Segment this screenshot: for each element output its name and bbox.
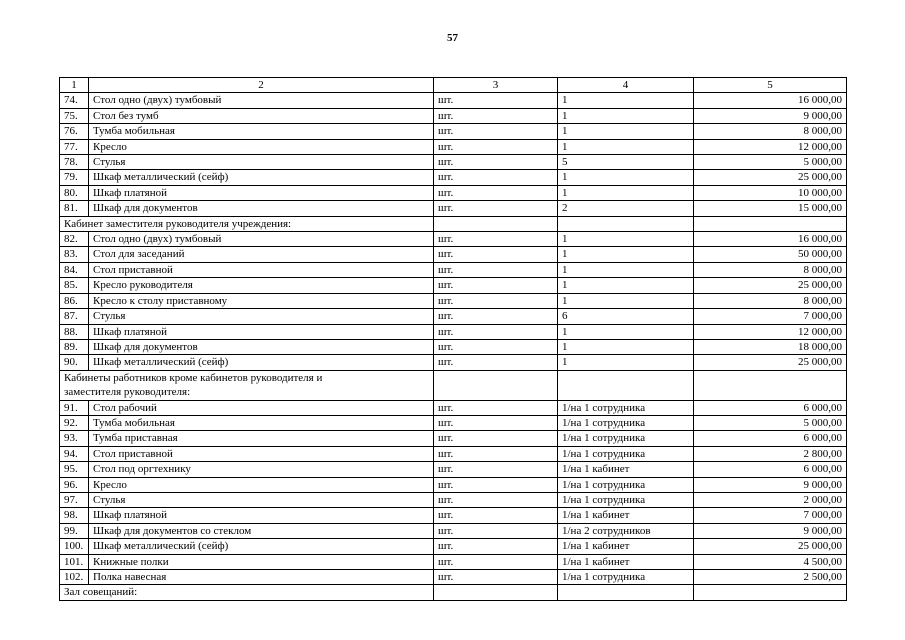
- item-quantity: 1: [558, 170, 694, 185]
- item-unit: шт.: [434, 309, 558, 324]
- item-number: 100.: [60, 539, 89, 554]
- item-quantity: 1/на 1 сотрудника: [558, 477, 694, 492]
- table-row: [60, 431, 847, 446]
- item-price: 9 000,00: [694, 477, 847, 492]
- item-price: 2 800,00: [694, 446, 847, 461]
- item-quantity: 1: [558, 355, 694, 370]
- item-number: 74.: [60, 93, 89, 108]
- item-name: Кресло: [89, 139, 434, 154]
- item-number: 99.: [60, 523, 89, 538]
- item-name: Стол приставной: [89, 446, 434, 461]
- item-name: Книжные полки: [89, 554, 434, 569]
- table-row: [60, 262, 847, 277]
- item-quantity: 1/на 1 сотрудника: [558, 431, 694, 446]
- item-quantity: 1: [558, 278, 694, 293]
- item-unit: шт.: [434, 415, 558, 430]
- item-unit: шт.: [434, 492, 558, 507]
- item-name: Кресло к столу приставному: [89, 293, 434, 308]
- item-price: 25 000,00: [694, 278, 847, 293]
- empty-cell: [558, 216, 694, 231]
- item-price: 25 000,00: [694, 355, 847, 370]
- item-name: Стол для заседаний: [89, 247, 434, 262]
- item-number: 91.: [60, 400, 89, 415]
- item-number: 80.: [60, 185, 89, 200]
- item-price: 8 000,00: [694, 293, 847, 308]
- item-number: 93.: [60, 431, 89, 446]
- item-unit: шт.: [434, 247, 558, 262]
- item-name: Стулья: [89, 155, 434, 170]
- table-row: [60, 155, 847, 170]
- item-price: 16 000,00: [694, 93, 847, 108]
- item-name: Стол одно (двух) тумбовый: [89, 93, 434, 108]
- item-unit: шт.: [434, 185, 558, 200]
- item-number: 92.: [60, 415, 89, 430]
- item-quantity: 1: [558, 339, 694, 354]
- item-name: Стол одно (двух) тумбовый: [89, 232, 434, 247]
- header-cell-3: 3: [434, 78, 558, 93]
- table-row: [60, 508, 847, 523]
- item-price: 5 000,00: [694, 155, 847, 170]
- item-quantity: 1: [558, 324, 694, 339]
- table-row: [60, 324, 847, 339]
- table-row: [60, 339, 847, 354]
- item-price: 7 000,00: [694, 309, 847, 324]
- item-price: 25 000,00: [694, 539, 847, 554]
- item-number: 75.: [60, 108, 89, 123]
- item-unit: шт.: [434, 108, 558, 123]
- item-quantity: 2: [558, 201, 694, 216]
- item-unit: шт.: [434, 446, 558, 461]
- empty-cell: [558, 370, 694, 400]
- table-row: [60, 201, 847, 216]
- item-quantity: 1: [558, 293, 694, 308]
- item-quantity: 1: [558, 93, 694, 108]
- table-row: [60, 415, 847, 430]
- item-price: 50 000,00: [694, 247, 847, 262]
- item-quantity: 1/на 1 сотрудника: [558, 400, 694, 415]
- item-name: Тумба мобильная: [89, 124, 434, 139]
- empty-cell: [694, 216, 847, 231]
- item-name: Тумба приставная: [89, 431, 434, 446]
- section-title-line: Кабинеты работников кроме кабинетов руководителя и: [64, 371, 323, 384]
- item-unit: шт.: [434, 278, 558, 293]
- item-quantity: 1/на 2 сотрудников: [558, 523, 694, 538]
- item-quantity: 1/на 1 кабинет: [558, 539, 694, 554]
- item-price: 6 000,00: [694, 462, 847, 477]
- table-row: [60, 309, 847, 324]
- item-unit: шт.: [434, 93, 558, 108]
- table-row: [60, 523, 847, 538]
- section-title: Зал совещаний:: [60, 585, 434, 600]
- item-quantity: 6: [558, 309, 694, 324]
- item-name: Шкаф платяной: [89, 185, 434, 200]
- item-quantity: 1/на 1 кабинет: [558, 554, 694, 569]
- table-row: [60, 124, 847, 139]
- item-number: 87.: [60, 309, 89, 324]
- item-price: 2 000,00: [694, 492, 847, 507]
- empty-cell: [558, 585, 694, 600]
- item-quantity: 1: [558, 139, 694, 154]
- item-name: Кресло руководителя: [89, 278, 434, 293]
- item-quantity: 1: [558, 124, 694, 139]
- empty-cell: [434, 216, 558, 231]
- empty-cell: [434, 370, 558, 400]
- item-number: 88.: [60, 324, 89, 339]
- header-cell-2: 2: [89, 78, 434, 93]
- table-row: [60, 247, 847, 262]
- item-unit: шт.: [434, 293, 558, 308]
- item-number: 102.: [60, 570, 89, 585]
- item-number: 90.: [60, 355, 89, 370]
- table-row: [60, 554, 847, 569]
- item-price: 6 000,00: [694, 400, 847, 415]
- item-price: 16 000,00: [694, 232, 847, 247]
- item-name: Шкаф металлический (сейф): [89, 355, 434, 370]
- item-quantity: 1/на 1 сотрудника: [558, 492, 694, 507]
- item-price: 5 000,00: [694, 415, 847, 430]
- item-unit: шт.: [434, 400, 558, 415]
- item-number: 78.: [60, 155, 89, 170]
- table-row: [60, 108, 847, 123]
- item-quantity: 1: [558, 262, 694, 277]
- item-quantity: 1/на 1 сотрудника: [558, 446, 694, 461]
- item-unit: шт.: [434, 262, 558, 277]
- item-price: 12 000,00: [694, 324, 847, 339]
- item-name: Стулья: [89, 309, 434, 324]
- item-name: Стол рабочий: [89, 400, 434, 415]
- item-name: Тумба мобильная: [89, 415, 434, 430]
- item-unit: шт.: [434, 554, 558, 569]
- item-unit: шт.: [434, 139, 558, 154]
- item-name: Шкаф платяной: [89, 324, 434, 339]
- item-name: Стол под оргтехнику: [89, 462, 434, 477]
- table-row: [60, 170, 847, 185]
- item-price: 12 000,00: [694, 139, 847, 154]
- header-cell-1: 1: [60, 78, 89, 93]
- item-unit: шт.: [434, 201, 558, 216]
- item-price: 6 000,00: [694, 431, 847, 446]
- item-price: 8 000,00: [694, 124, 847, 139]
- furniture-table: [59, 77, 847, 601]
- item-number: 98.: [60, 508, 89, 523]
- item-unit: шт.: [434, 539, 558, 554]
- section-row: [60, 370, 847, 400]
- item-price: 15 000,00: [694, 201, 847, 216]
- item-price: 7 000,00: [694, 508, 847, 523]
- item-number: 97.: [60, 492, 89, 507]
- item-quantity: 5: [558, 155, 694, 170]
- table-row: [60, 539, 847, 554]
- item-number: 81.: [60, 201, 89, 216]
- section-title: Кабинет заместителя руководителя учреждения:: [60, 216, 434, 231]
- table-row: [60, 355, 847, 370]
- table-row: [60, 185, 847, 200]
- item-name: Стол приставной: [89, 262, 434, 277]
- item-name: Полка навесная: [89, 570, 434, 585]
- item-unit: шт.: [434, 523, 558, 538]
- section-title-line: заместителя руководителя:: [64, 386, 191, 399]
- item-name: Шкаф металлический (сейф): [89, 170, 434, 185]
- item-unit: шт.: [434, 155, 558, 170]
- item-number: 82.: [60, 232, 89, 247]
- table-row: [60, 570, 847, 585]
- item-number: 83.: [60, 247, 89, 262]
- item-unit: шт.: [434, 170, 558, 185]
- table-row: [60, 293, 847, 308]
- item-unit: шт.: [434, 462, 558, 477]
- item-number: 84.: [60, 262, 89, 277]
- header-cell-4: 4: [558, 78, 694, 93]
- item-unit: шт.: [434, 508, 558, 523]
- table-row: [60, 278, 847, 293]
- item-unit: шт.: [434, 232, 558, 247]
- table-row: [60, 446, 847, 461]
- table-row: [60, 477, 847, 492]
- item-price: 25 000,00: [694, 170, 847, 185]
- table-row: [60, 400, 847, 415]
- item-quantity: 1: [558, 185, 694, 200]
- item-quantity: 1: [558, 247, 694, 262]
- item-price: 9 000,00: [694, 523, 847, 538]
- item-name: Шкаф для документов со стеклом: [89, 523, 434, 538]
- table-body: [60, 78, 847, 601]
- item-unit: шт.: [434, 339, 558, 354]
- item-number: 94.: [60, 446, 89, 461]
- empty-cell: [434, 585, 558, 600]
- item-name: Стол без тумб: [89, 108, 434, 123]
- section-title: [60, 370, 434, 400]
- item-number: 77.: [60, 139, 89, 154]
- table-row: [60, 232, 847, 247]
- item-name: Шкаф для документов: [89, 201, 434, 216]
- item-name: Шкаф металлический (сейф): [89, 539, 434, 554]
- item-quantity: 1/на 1 сотрудника: [558, 415, 694, 430]
- item-unit: шт.: [434, 355, 558, 370]
- item-unit: шт.: [434, 324, 558, 339]
- empty-cell: [694, 585, 847, 600]
- item-price: 4 500,00: [694, 554, 847, 569]
- item-quantity: 1: [558, 108, 694, 123]
- item-number: 85.: [60, 278, 89, 293]
- item-price: 2 500,00: [694, 570, 847, 585]
- item-unit: шт.: [434, 570, 558, 585]
- table-row: [60, 139, 847, 154]
- item-price: 18 000,00: [694, 339, 847, 354]
- item-name: Шкаф для документов: [89, 339, 434, 354]
- item-quantity: 1/на 1 сотрудника: [558, 570, 694, 585]
- item-number: 79.: [60, 170, 89, 185]
- page-number: 57: [447, 32, 458, 44]
- item-name: Шкаф платяной: [89, 508, 434, 523]
- table-row: [60, 462, 847, 477]
- item-quantity: 1/на 1 кабинет: [558, 508, 694, 523]
- item-number: 101.: [60, 554, 89, 569]
- empty-cell: [694, 370, 847, 400]
- item-unit: шт.: [434, 124, 558, 139]
- item-number: 96.: [60, 477, 89, 492]
- table-header-row: [60, 78, 847, 93]
- item-unit: шт.: [434, 477, 558, 492]
- item-name: Кресло: [89, 477, 434, 492]
- item-number: 89.: [60, 339, 89, 354]
- table-row: [60, 93, 847, 108]
- item-name: Стулья: [89, 492, 434, 507]
- item-quantity: 1: [558, 232, 694, 247]
- section-row: [60, 585, 847, 600]
- item-price: 9 000,00: [694, 108, 847, 123]
- item-price: 10 000,00: [694, 185, 847, 200]
- item-price: 8 000,00: [694, 262, 847, 277]
- section-row: [60, 216, 847, 231]
- item-unit: шт.: [434, 431, 558, 446]
- table-row: [60, 492, 847, 507]
- item-number: 95.: [60, 462, 89, 477]
- item-number: 86.: [60, 293, 89, 308]
- item-quantity: 1/на 1 кабинет: [558, 462, 694, 477]
- header-cell-5: 5: [694, 78, 847, 93]
- item-number: 76.: [60, 124, 89, 139]
